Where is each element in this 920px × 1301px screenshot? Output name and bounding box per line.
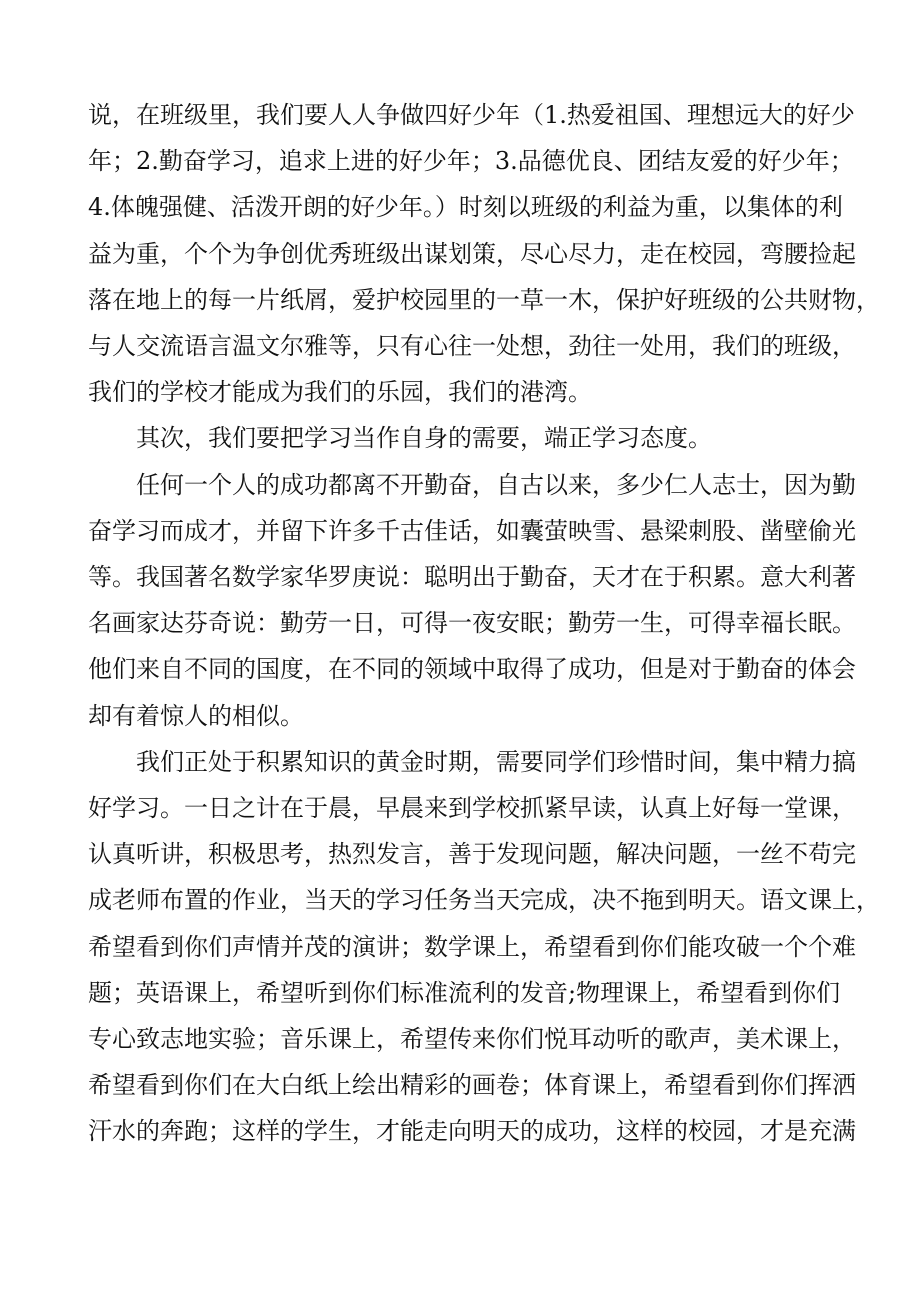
text-line: 我们正处于积累知识的黄金时期，需要同学们珍惜时间，集中精力搞 [136,747,856,776]
paragraph-2 [88,415,832,461]
text-line: 年；2.勤奋学习，追求上进的好少年；3.品德优良、团结友爱的好少年； [88,147,854,176]
text-line: 4.体魄强健、活泼开朗的好少年。）时刻以班级的利益为重，以集体的利 [88,193,843,222]
text-line: 专心致志地实验；音乐课上，希望传来你们悦耳动听的歌声，美术课上， [88,1025,856,1054]
text-line: 其次，我们要把学习当作自身的需要，端正学习态度。 [136,424,712,453]
text-line: 他们来自不同的国度，在不同的领域中取得了成功，但是对于勤奋的体会 [88,655,856,684]
paragraph-4 [88,739,880,1155]
text-line: 成老师布置的作业，当天的学习任务当天完成，决不拖到明天。语文课上， [88,886,880,915]
text-line: 与人交流语言温文尔雅等，只有心往一处想，劲往一处用，我们的班级， [88,332,856,361]
text-line: 认真听讲，积极思考，热烈发言，善于发现问题，解决问题，一丝不苟完 [88,840,856,869]
text-line: 奋学习而成才，并留下许多千古佳话，如囊萤映雪、悬梁刺股、凿壁偷光 [88,516,856,545]
paragraph-1 [88,92,880,415]
text-line: 希望看到你们声情并茂的演讲；数学课上，希望看到你们能攻破一个个难 [88,932,856,961]
text-line: 等。我国著名数学家华罗庚说：聪明出于勤奋，天才在于积累。意大利著 [88,563,856,592]
text-line: 我们的学校才能成为我们的乐园，我们的港湾。 [88,378,592,407]
text-line: 名画家达芬奇说：勤劳一日，可得一夜安眠；勤劳一生，可得幸福长眠。 [88,609,856,638]
text-line: 希望看到你们在大白纸上绘出精彩的画卷；体育课上，希望看到你们挥洒 [88,1071,856,1100]
text-line: 益为重，个个为争创优秀班级出谋划策，尽心尽力，走在校园，弯腰捡起 [88,239,856,268]
paragraph-3 [88,462,856,739]
text-line: 好学习。一日之计在于晨，早晨来到学校抓紧早读，认真上好每一堂课， [88,794,856,823]
text-line: 却有着惊人的相似。 [88,701,304,730]
text-line: 落在地上的每一片纸屑，爱护校园里的一草一木，保护好班级的公共财物， [88,285,880,314]
text-line: 说，在班级里，我们要人人争做四好少年（1.热爱祖国、理想远大的好少 [88,101,855,129]
text-line: 题；英语课上，希望听到你们标准流利的发音;物理课上，希望看到你们 [88,978,841,1007]
text-line: 任何一个人的成功都离不开勤奋，自古以来，多少仁人志士，因为勤 [136,470,856,499]
text-line: 汗水的奔跑；这样的学生，才能走向明天的成功，这样的校园，才是充满 [88,1117,856,1146]
document-body [88,92,880,1155]
